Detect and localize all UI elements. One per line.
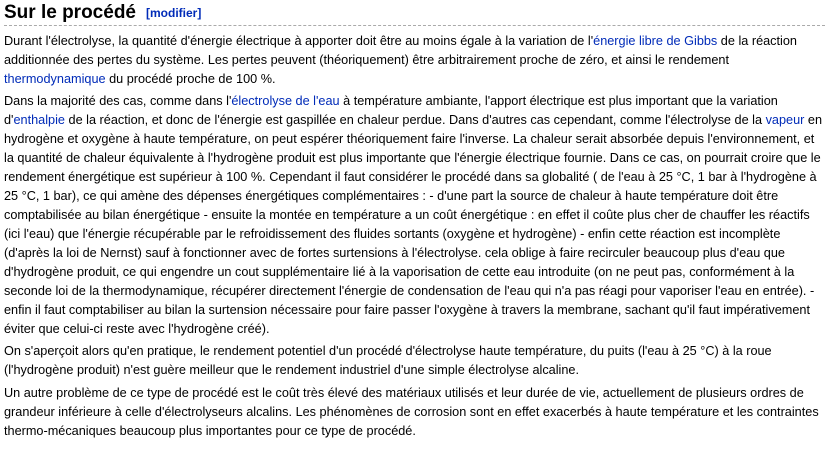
paragraph bbox=[4, 384, 825, 441]
text-run: à température ambiante, l'apport électrique est plus important que la variation d' bbox=[4, 94, 778, 128]
article-body bbox=[4, 32, 825, 441]
text-run: Dans la majorité des cas, comme dans l' bbox=[4, 94, 232, 109]
wikilink[interactable]: électrolyse de l'eau bbox=[231, 94, 340, 109]
text-run: de la réaction additionnée des pertes du système. Les pertes peuvent (théoriquement) être arbitrairement proche de zéro, et ainsi le rendement bbox=[4, 34, 797, 67]
wikilink[interactable]: énergie libre de Gibbs bbox=[593, 34, 718, 48]
section-title: Sur le procédé bbox=[4, 2, 136, 23]
paragraph bbox=[4, 32, 825, 89]
text-run: en hydrogène et oxygène à haute température, on peut espérer théoriquement faire l'inverse. La chaleur serait absorbée depuis l'environnement, et la quantité de chaleur équivalente à l'hydrogène produit est plus importante que l'énergie électrique fournie. Dans ce cas, on pourrait croire que le rendement énergétique est supérieur à 100 %. Cependant il faut considérer le procédé dans sa globalité ( de l'eau à 25 °C, 1 bar à l'hydrogène à 25 °C, 1 bar), ce qui amène des dépenses énergétiques complémentaires : - d'une part la source de chaleur à haute température doit être comptabilisée au bilan énergétique - ensuite la montée en température a un coût énergétique : en effet il coûte plus cher de chauffer les réactifs (ici l'eau) que l'énergie récupérable par le refroidissement des fluides sortants (oxygène et hydrogène) - enfin cette réaction est incomplète (d'après la loi de Nernst) sauf à fonctionner avec de fortes surtensions à l'électrolyse. cela oblige à faire recirculer beaucoup plus d'eau que d'hydrogène produit, ce qui engendre un cout supplémentaire lié à la vaporisation de cette eau introduite (on ne peut pas, conformément à la seconde loi de la thermodynamique, récupérer directement l'énergie de condensation de l'eau qui n'a pas réagi pour vaporiser l'eau en entrée). - enfin il faut comptabiliser au bilan la surtension nécessaire pour faire passer l'oxygène à travers la membrane, sachant qu'il faut impérativement éviter que celui-ci reste avec l'hydrogène créé). bbox=[4, 113, 822, 337]
section-heading bbox=[4, 3, 825, 26]
paragraph bbox=[4, 92, 825, 339]
text-run: du procédé proche de 100 %. bbox=[105, 72, 276, 86]
text-run: Durant l'électrolyse, la quantité d'énergie électrique à apporter doit être au moins égale à la variation de l' bbox=[4, 34, 594, 48]
wikilink[interactable]: vapeur bbox=[765, 113, 805, 128]
wikilink[interactable]: enthalpie bbox=[13, 113, 65, 128]
text-run: de la réaction, et donc de l'énergie est gaspillée en chaleur perdue. Dans d'autres cas cependant, comme l'électrolyse de la bbox=[64, 113, 766, 128]
wikilink[interactable]: thermodynamique bbox=[4, 72, 106, 86]
edit-section-link[interactable]: [modifier] bbox=[146, 6, 202, 20]
text-run: On s'aperçoit alors qu'en pratique, le rendement potentiel d'un procédé d'électrolyse haute température, du puits (l'eau à 25 °C) à la roue (l'hydrogène produit) n'est guère meilleur que le rendement industriel d'une simple électrolyse alcaline. bbox=[4, 344, 772, 378]
paragraph bbox=[4, 342, 825, 380]
text-run: Un autre problème de ce type de procédé est le coût très élevé des matériaux utilisés et leur durée de vie, actuellement de plusieurs ordres de grandeur inférieure à celle d'électrolyseurs alcalins. Les phénomènes de corrosion sont en effet exacerbés à haute température et les contraintes thermo-mécaniques beaucoup plus importantes pour ce type de procédé. bbox=[4, 385, 819, 438]
